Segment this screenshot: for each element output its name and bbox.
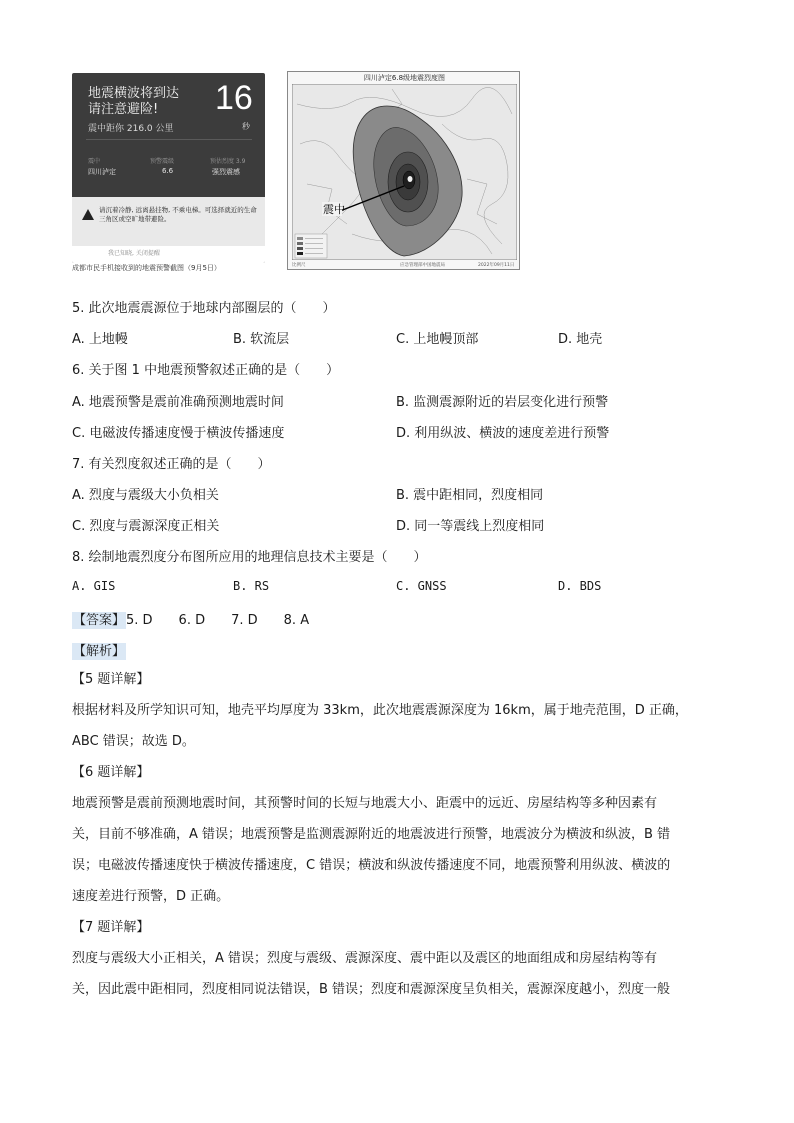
explanation-body [72, 664, 722, 1005]
alert-line1: 地震横波将到达 [88, 86, 180, 101]
q8-option-a: A. GIS [72, 579, 116, 593]
map-title: 四川泸定6.8级地震烈度图 [363, 74, 446, 82]
q7-stem: 7. 有关烈度叙述正确的是（ ） [72, 457, 271, 472]
q5-option-a: A. 上地幔 [72, 332, 128, 347]
alert-col3-label: 预估烈度 3.9 [210, 158, 246, 165]
alert-distance: 震中距你 216.0 公里 [88, 124, 174, 134]
q6-option-c: C. 电磁波传播速度慢于横波传播速度 [72, 426, 285, 441]
epicenter-label: 震中 [323, 203, 345, 216]
warning-icon [82, 209, 94, 220]
alert-warning-panel [72, 197, 265, 246]
d6-title: 【6 题详解】 [72, 765, 150, 780]
q7-option-b: B. 震中距相同，烈度相同 [396, 488, 544, 503]
analysis-label: 【解析】 [73, 644, 126, 659]
map-scale-text: 比例尺 [292, 263, 306, 268]
alert-col2-label: 预警震级 [150, 158, 175, 165]
alert-countdown: 16 [215, 79, 253, 117]
d6-line3: 误；电磁波传播速度快于横波传播速度，C 错误；横波和纵波传播速度不同，地震预警利用纵波、横波的 [72, 858, 671, 873]
answer-label: 【答案】 [73, 613, 126, 628]
d5-line2: ABC 错误；故选 D。 [72, 734, 195, 749]
q5-option-c: C. 上地幔顶部 [396, 332, 479, 347]
q6-option-d: D. 利用纵波、横波的速度差进行预警 [396, 426, 610, 441]
q6-option-b: B. 监测震源附近的岩层变化进行预警 [396, 395, 609, 410]
alert-bottom-strip [72, 246, 265, 263]
q6-option-a: A. 地震预警是震前准确预测地震时间 [72, 395, 284, 410]
alert-col1-value: 四川泸定 [88, 168, 116, 176]
q6-stem: 6. 关于图 1 中地震预警叙述正确的是（ ） [72, 363, 340, 378]
alert-warning-text: 请沉着冷静, 远离悬挂物, 不乘电梯。可选择就近的生命三角区或空旷地带避险。 [99, 206, 257, 223]
d7-line1: 烈度与震级大小正相关，A 错误；烈度与震级、震源深度、震中距以及震区的地面组成和房屋结构等有 [72, 951, 658, 966]
d7-title: 【7 题详解】 [72, 920, 150, 935]
alert-line2: 请注意避险! [88, 102, 159, 117]
q8-option-b: B. RS [233, 579, 270, 593]
q7-option-a: A. 烈度与震级大小负相关 [72, 488, 219, 503]
epicenter-marker [408, 176, 413, 182]
q8-option-d: D. BDS [558, 579, 602, 593]
d5-line1: 根据材料及所学知识可知，地壳平均厚度为 33km，此次地震震源深度为 16km，属于地壳范围，D 正确， [72, 703, 688, 718]
alert-strip-text: 我已知晓, 关闭提醒 [108, 250, 160, 257]
answer-line [72, 609, 309, 628]
alert-divider [86, 139, 252, 140]
q5-option-d: D. 地壳 [558, 332, 603, 347]
d7-line2: 关，因此震中距相同，烈度相同说法错误，B 错误；烈度和震源深度呈负相关，震源深度越小，烈度一般 [72, 982, 671, 997]
intensity-map-graphic [292, 84, 517, 260]
map-legend [295, 234, 327, 258]
d5-title: 【5 题详解】 [72, 672, 150, 687]
d6-line4: 速度差进行预警，D 正确。 [72, 889, 230, 904]
q5-stem: 5. 此次地震震源位于地球内部圈层的（ ） [72, 301, 336, 316]
d6-line1: 地震预警是震前预测地震时间，其预警时间的长短与地震大小、距震中的远近、房屋结构等多种因素有 [72, 796, 658, 811]
alert-col1-label: 震中 [88, 158, 101, 165]
q8-option-c: C. GNSS [396, 579, 447, 593]
q8-stem: 8. 绘制地震烈度分布图所应用的地理信息技术主要是（ ） [72, 550, 427, 565]
alert-col2-value: 6.6 [162, 167, 174, 175]
alert-unit: 秒 [242, 122, 250, 131]
alert-col3-value: 强烈震感 [212, 168, 240, 176]
d6-line2: 关，目前不够准确，A 错误；地震预警是监测震源附近的地震波进行预警，地震波分为横波和纵波，B 错 [72, 827, 671, 842]
left-image-caption: 成都市民手机接收到的地震预警截图（9月5日） [72, 264, 221, 272]
q7-option-c: C. 烈度与震源深度正相关 [72, 519, 220, 534]
analysis-heading [72, 640, 126, 659]
answer-values: 5. D 6. D 7. D 8. A [126, 613, 310, 628]
earthquake-alert-screenshot [72, 73, 265, 263]
q7-option-d: D. 同一等震线上烈度相同 [396, 519, 545, 534]
map-source-text: 应急管理部中国地震局 [400, 263, 445, 268]
q5-option-b: B. 软流层 [233, 332, 290, 347]
map-date-text: 2022年09月11日 [478, 263, 515, 268]
intensity-map [287, 71, 520, 270]
